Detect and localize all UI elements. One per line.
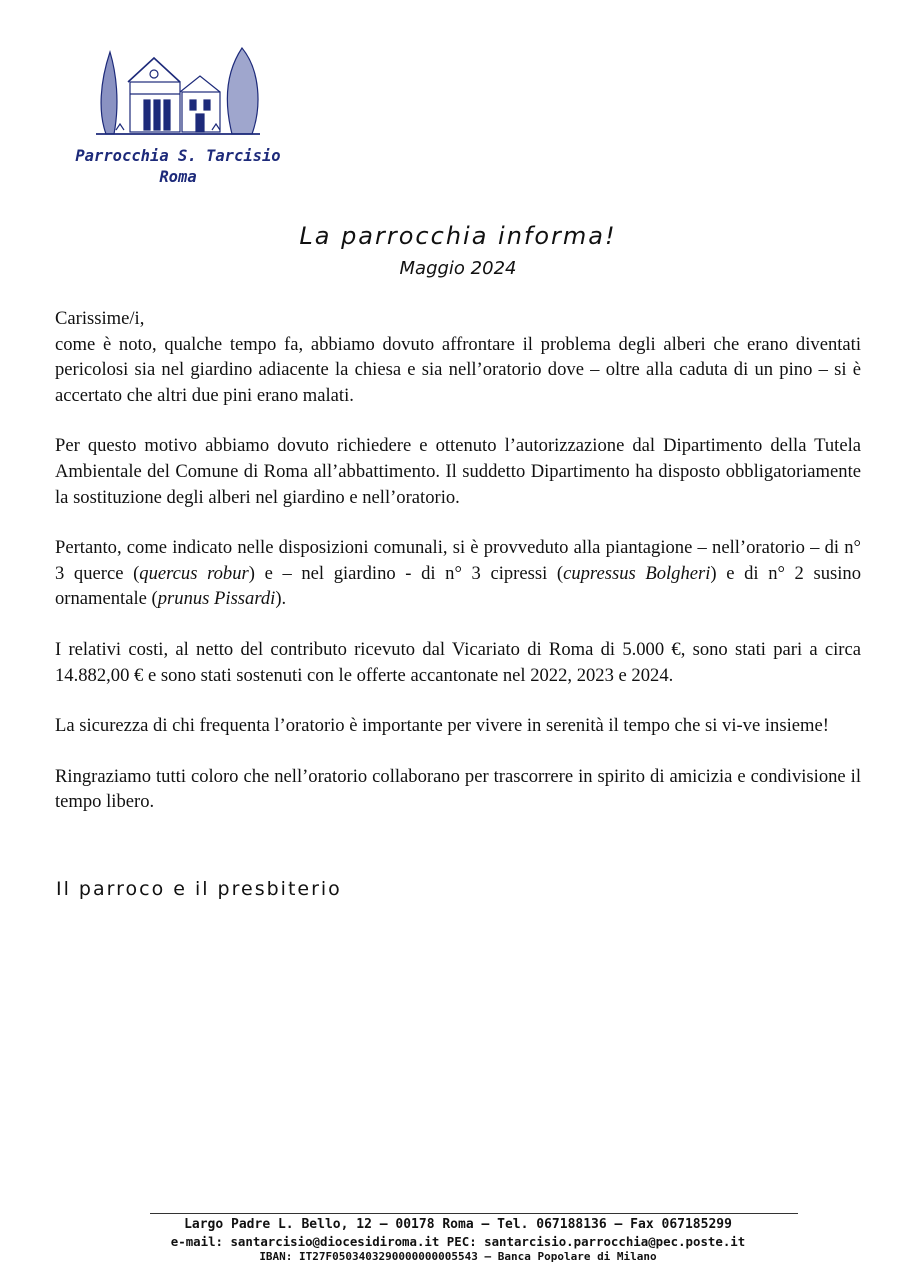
parish-header <box>52 146 304 188</box>
parish-name: Parrocchia S. Tarcisio <box>75 147 281 165</box>
p3-species-1: quercus robur <box>139 562 249 584</box>
footer-email: e-mail: santarcisio@diocesidiroma.it PEC: santarcisio.parrocchia@pec.poste.it <box>170 1234 746 1249</box>
paragraph-1-text: come è noto, qualche tempo fa, abbiamo dovuto affrontare il problema degli alberi che erano diventati pericolosi sia nel giardino adiacente la chiesa e sia nell’oratorio dove – oltre alla caduta di un pino – si è accertato che altri due pini erano malati. <box>55 333 861 406</box>
p3-text-3: ) e di n° 2 susino ornamentale ( <box>55 562 861 610</box>
footer-address: Largo Padre L. Bello, 12 – 00178 Roma – Tel. 067188136 – Fax 067185299 <box>184 1217 732 1232</box>
letter-paragraph-5: La sicurezza di chi frequenta l’oratorio è importante per vivere in serenità il tempo che si vi-ve insieme! <box>55 715 829 737</box>
p3-species-2: cupressus Bolgheri <box>563 562 711 584</box>
page-title: La parrocchia informa! <box>299 222 617 250</box>
p3-text-2: ) e – nel giardino - di n° 3 cipressi ( <box>248 562 564 584</box>
letter-paragraph-4: I relativi costi, al netto del contributo ricevuto dal Vicariato di Roma di 5.000 €, sono stati pari a circa 14.882,00 € e sono stati sostenuti con le offerte accantonate nel 2022, 2023 e 2024. <box>55 638 861 686</box>
footer <box>0 1216 916 1264</box>
footer-divider <box>150 1213 798 1214</box>
letter-paragraph-1 <box>55 306 861 408</box>
letter-paragraph-3 <box>55 535 861 612</box>
p3-species-3: prunus Pissardi <box>157 588 276 610</box>
p3-text-4: ). <box>275 588 287 610</box>
letter-paragraph-2: Per questo motivo abbiamo dovuto richiedere e ottenuto l’autorizzazione dal Dipartimento della Tutela Ambientale del Comune di Roma all’abbattimento. Il suddetto Dipartimento ha disposto obbligatoriamente la sostituzione degli alberi nel giardino e nell’oratorio. <box>55 435 861 508</box>
church-logo <box>92 42 264 138</box>
signature: Il parroco e il presbiterio <box>56 878 342 900</box>
page-date: Maggio 2024 <box>399 258 517 279</box>
letter-body <box>55 306 861 840</box>
parish-city: Roma <box>159 168 197 186</box>
footer-iban: IBAN: IT27F0503403290000000005543 – Banca Popolare di Milano <box>259 1250 657 1263</box>
p3-text-1: Pertanto, come indicato nelle disposizioni comunali, si è provveduto alla piantagione – nell’oratorio – di n° 3 querce ( <box>55 537 861 584</box>
greeting: Carissime/i, <box>55 308 145 329</box>
letter-paragraph-6: Ringraziamo tutti coloro che nell’oratorio collaborano per trascorrere in spirito di amicizia e condivisione il tempo libero. <box>55 765 861 813</box>
church-drawing-icon <box>92 42 264 138</box>
